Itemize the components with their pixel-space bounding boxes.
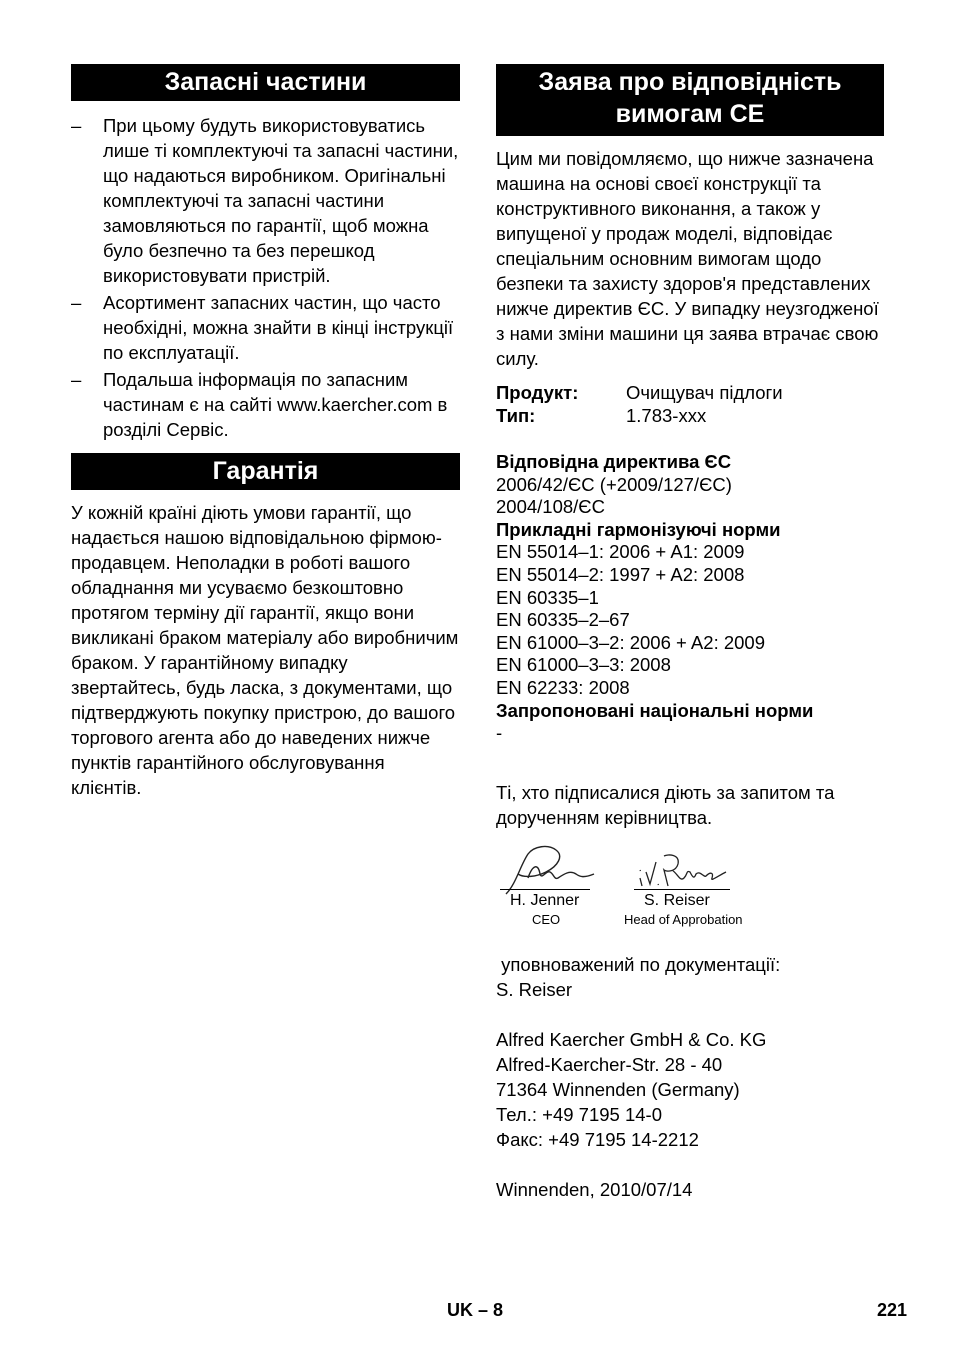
standards-heading: Прикладні гармонізуючі норми: [496, 518, 781, 540]
standard-line: EN 61000–3–3: 2008: [496, 654, 671, 676]
standard-line: EN 61000–3–2: 2006 + A2: 2009: [496, 631, 765, 653]
list-item: – Асортимент запасних частин, що часто необхідні, можна знайти в кінці інструкції по експлуатації.: [71, 292, 454, 363]
right-column: [496, 64, 884, 1202]
standard-line: EN 60335–1: [496, 586, 599, 608]
spare-parts-heading: Запасні частини: [71, 64, 460, 101]
directives-block: [496, 451, 884, 745]
type-label: Тип:: [496, 405, 536, 426]
standard-line: EN 62233: 2008: [496, 676, 630, 698]
warranty-heading: Гарантія: [71, 453, 460, 490]
declaration-intro: Цим ми повідомляємо, що нижче зазначена машина на основі своєї конструкції та конструктивного виконання, а також у випущеної у продаж моделі, відповідає спеціальним основним вимогам щодо безпеки та захисту здоров'я представлених нижче директив ЄС. У випадку неузгодженої з нами зміни машини ця заява втрачає свою силу.: [496, 148, 879, 369]
signatory-1-name: H. Jenner: [510, 891, 580, 909]
product-value: Очищувач підлоги: [626, 382, 783, 403]
ce-declaration-heading: Заява про відповідність вимогам CE: [496, 64, 884, 136]
signature-reiser-icon: [634, 848, 732, 892]
signed-note: Ті, хто підписалися діють за запитом та дорученням керівництва.: [496, 781, 835, 828]
authorized-label: уповноважений по документації:: [496, 953, 781, 975]
place-date: Winnenden, 2010/07/14: [496, 1178, 693, 1200]
standard-line: EN 55014–1: 2006 + A1: 2009: [496, 541, 745, 563]
national-value: -: [496, 722, 503, 744]
directive-line: 2004/108/ЄС: [496, 496, 605, 518]
product-label: Продукт:: [496, 382, 579, 403]
directive-line: 2006/42/ЄС (+2009/127/ЄС): [496, 473, 732, 495]
address-block: Alfred Kaercher GmbH & Co. KG Alfred-Kaercher-Str. 28 - 40 71364 Winnenden (Germany) Тел.: +49 7195 14-0 Факс: +49 7195 14-2212: [496, 1028, 767, 1150]
signatory-1-role: CEO: [532, 911, 561, 927]
signatory-2-role: Head of Approbation: [624, 911, 743, 927]
warranty-text: У кожній країні діють умови гарантії, що надається нашою відповідальною фірмою-продавцем. Неполадки в роботі вашого обладнання ми усуваємо безкоштовно протягом терміну дії гарантії, якщо вони викликані браком матеріалу або виробничим браком. У гарантійному випадку звертайтесь, будь ласка, з документами, що підтверджують покупку пристрою, до вашого торгового агента або до наведених нижче пунктів гарантійного обслуговування клієнтів.: [71, 502, 459, 798]
left-column: [71, 64, 460, 800]
national-heading: Запропоновані національні норми: [496, 699, 814, 721]
standard-line: EN 60335–2–67: [496, 609, 630, 631]
list-item: – При цьому будуть використовуватись лише ті комплектуючі та запасні частини, що надаються виробником. Оригінальні комплектуючі та запасні частини замовляються по гарантії, щоб можна було безпечно та без перешкод використовувати пристрій.: [71, 115, 459, 286]
page-number: 221: [877, 1300, 908, 1320]
directives-heading: Відповідна директива ЄС: [496, 451, 732, 472]
product-spec: [496, 381, 884, 427]
standard-line: EN 55014–2: 1997 + A2: 2008: [496, 563, 745, 585]
signatory-2-name: S. Reiser: [644, 891, 710, 909]
footer-section-label: UK – 8: [447, 1300, 504, 1320]
spare-parts-list: [71, 113, 460, 442]
list-item: – Подальша інформація по запасним частинам є на сайті www.kaercher.com в розділі Сервіс.: [71, 369, 448, 440]
signatures: [496, 844, 884, 934]
authorized-name: S. Reiser: [496, 978, 573, 1000]
type-value: 1.783-xxx: [626, 405, 707, 426]
